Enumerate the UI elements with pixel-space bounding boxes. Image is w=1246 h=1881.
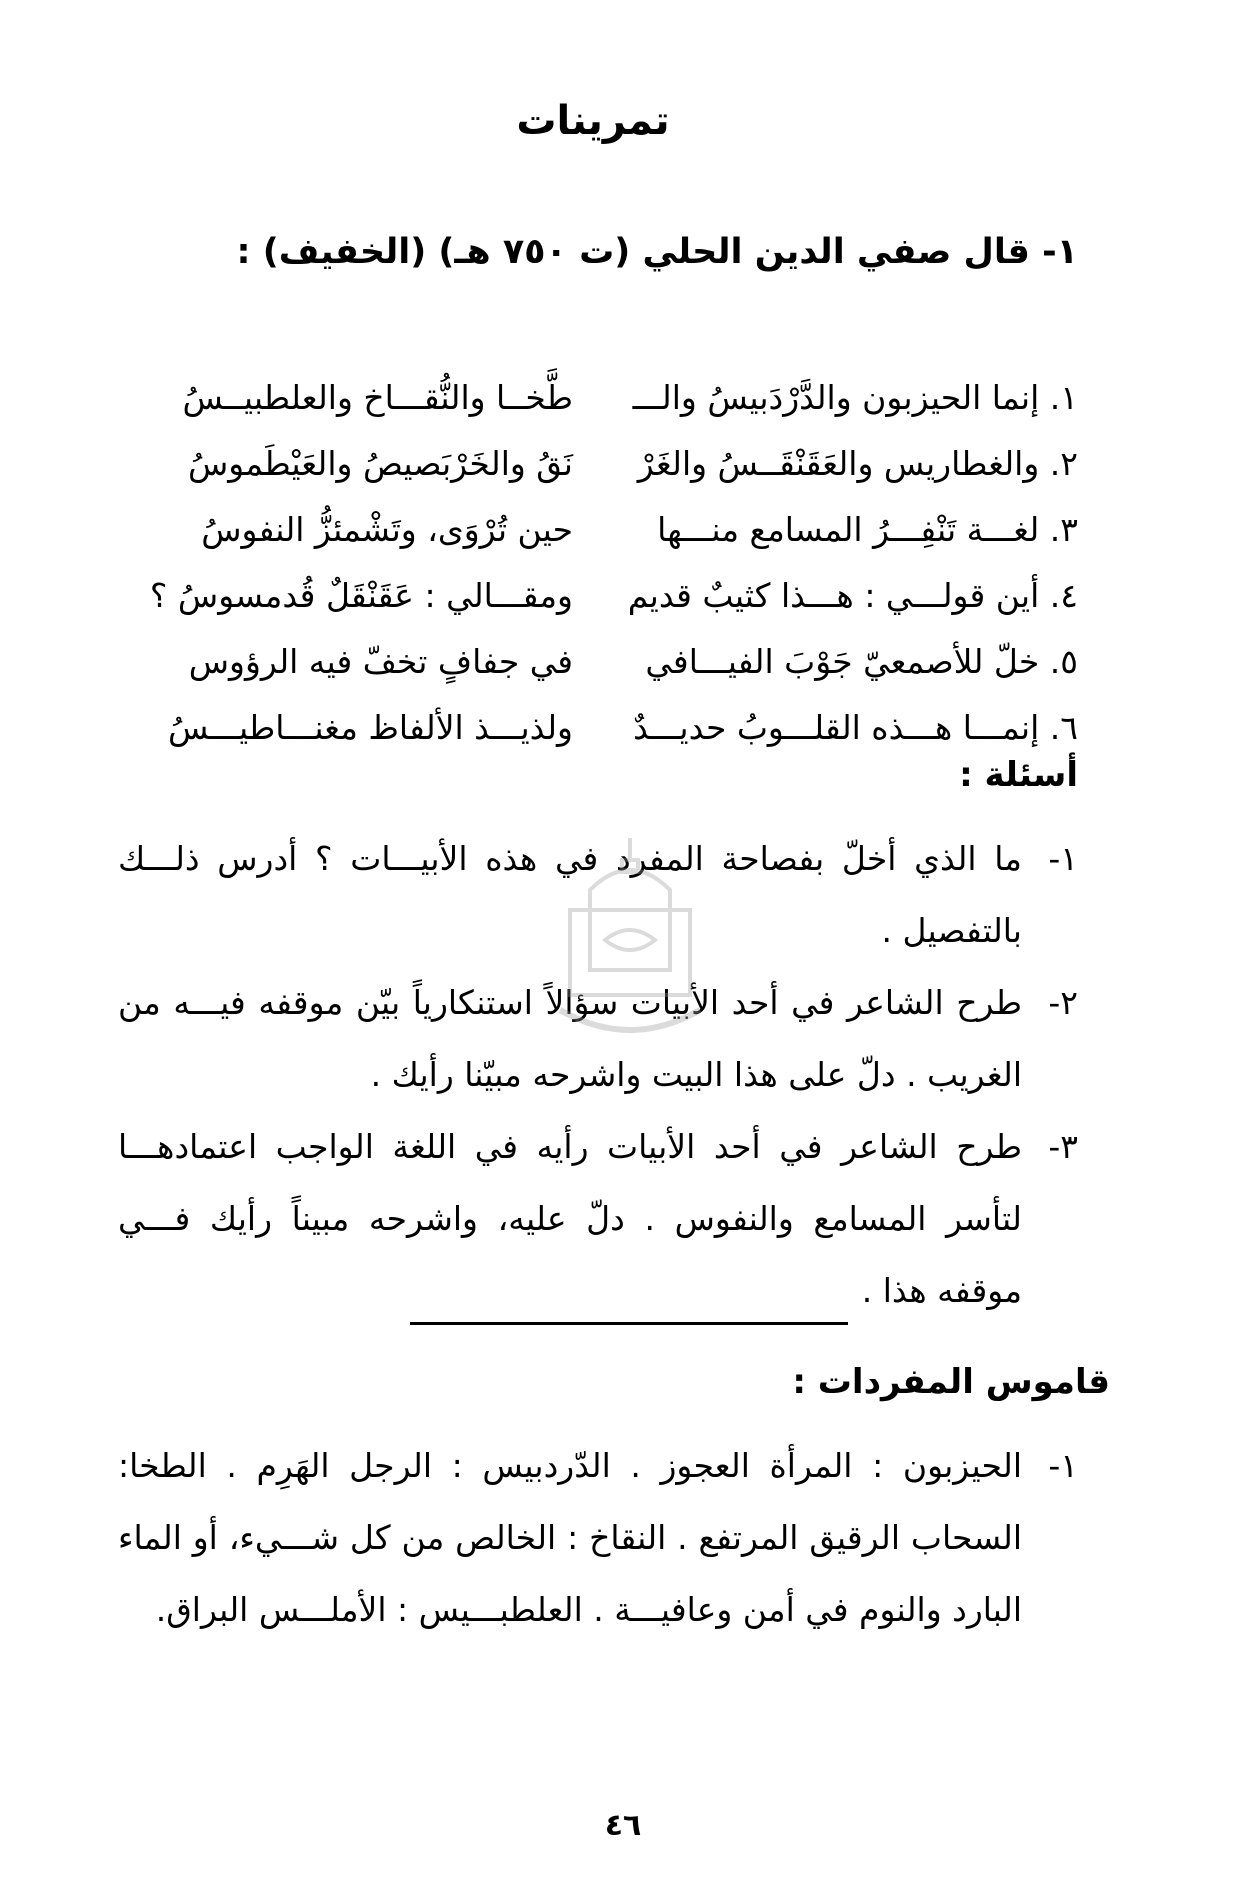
verse-second-hemistich: في جفافٍ تخفّ فيه الرؤوس bbox=[188, 642, 573, 681]
verse bbox=[138, 365, 1078, 431]
question-number: ٣- bbox=[1048, 1127, 1078, 1166]
question-number: ١- bbox=[1048, 839, 1078, 878]
poem bbox=[138, 365, 1078, 761]
page-number: ٤٦ bbox=[604, 1808, 642, 1843]
verse bbox=[138, 497, 1078, 563]
library-seal-watermark-icon bbox=[500, 820, 760, 1080]
dictionary-number: ١- bbox=[1048, 1446, 1078, 1485]
verse bbox=[138, 629, 1078, 695]
verse-first-hemistich: ٦. إنمـــا هـــذه القلـــوبُ حديـــدٌ bbox=[633, 708, 1078, 747]
dictionary-heading: قاموس المفردات : bbox=[792, 1362, 1110, 1402]
verse bbox=[138, 431, 1078, 497]
verse-second-hemistich: ومقـــالي : عَقَنْقَلٌ قُدمسوسُ ؟ bbox=[149, 576, 573, 615]
page-title: تمرينات bbox=[516, 98, 670, 144]
dictionary-list bbox=[118, 1430, 1078, 1646]
question-item bbox=[118, 1111, 1078, 1327]
verse-first-hemistich: ٣. لغـــة تَنْفِـــرُ المسامع منـــها bbox=[657, 510, 1078, 549]
exercise-heading: ١- قال صفي الدين الحلي (ت ٧٥٠ هـ) (الخفيف) : bbox=[236, 232, 1078, 272]
question-number: ٢- bbox=[1048, 983, 1078, 1022]
verse-second-hemistich: نَقُ والخَرْبَصيصُ والعَيْطَموسُ bbox=[187, 444, 573, 483]
questions-heading: أسئلة : bbox=[959, 755, 1078, 795]
verse bbox=[138, 695, 1078, 761]
question-text: ما الذي أخلّ بفصاحة المفرد في هذه الأبيـــات ؟ أدرس ذلـــك بالتفصيل . bbox=[118, 839, 1022, 950]
verse-first-hemistich: ١. إنما الحيزبون والدَّرْدَبيسُ والـــ bbox=[632, 378, 1078, 417]
verse-first-hemistich: ٤. أين قولـــي : هـــذا كثيبٌ قديم bbox=[627, 576, 1078, 615]
verse-first-hemistich: ٢. والغطاريس والعَقَنْقَــسُ والغَرْ bbox=[637, 444, 1078, 483]
question-text: طرح الشاعر في أحد الأبيات سؤالاً استنكارياً بيّن موقفه فيـــه من الغريب . دلّ على هذا البيت واشرحه مبيّنا رأيك . bbox=[118, 983, 1022, 1094]
verse-second-hemistich: طَّخــا والنُّقـــاخ والعلطبيــسُ bbox=[182, 378, 573, 417]
section-divider bbox=[410, 1322, 848, 1325]
verse-second-hemistich: حين تُرْوَى، وتَشْمئزُّ النفوسُ bbox=[201, 510, 573, 549]
question-text: طرح الشاعر في أحد الأبيات رأيه في اللغة الواجب اعتمادهـــا لتأسر المسامع والنفوس . دلّ عليه، واشرحه مبيناً رأيك فـــي موقفه هذا . bbox=[118, 1127, 1022, 1310]
dictionary-item bbox=[118, 1430, 1078, 1646]
verse bbox=[138, 563, 1078, 629]
dictionary-text: الحيزبون : المرأة العجوز . الدّردبيس : الرجل الهَرِم . الطخا: السحاب الرقيق المرتفع . النقاخ : الخالص من كل شـــيء، أو الماء البارد والنوم في أمن وعافيـــة . العلطبـــيس : الأملـــس البراق. bbox=[118, 1446, 1022, 1629]
verse-first-hemistich: ٥. خلّ للأصمعيّ جَوْبَ الفيـــافي bbox=[645, 642, 1078, 681]
verse-second-hemistich: ولذيـــذ الألفاظ مغنـــاطيـــسُ bbox=[167, 708, 573, 747]
